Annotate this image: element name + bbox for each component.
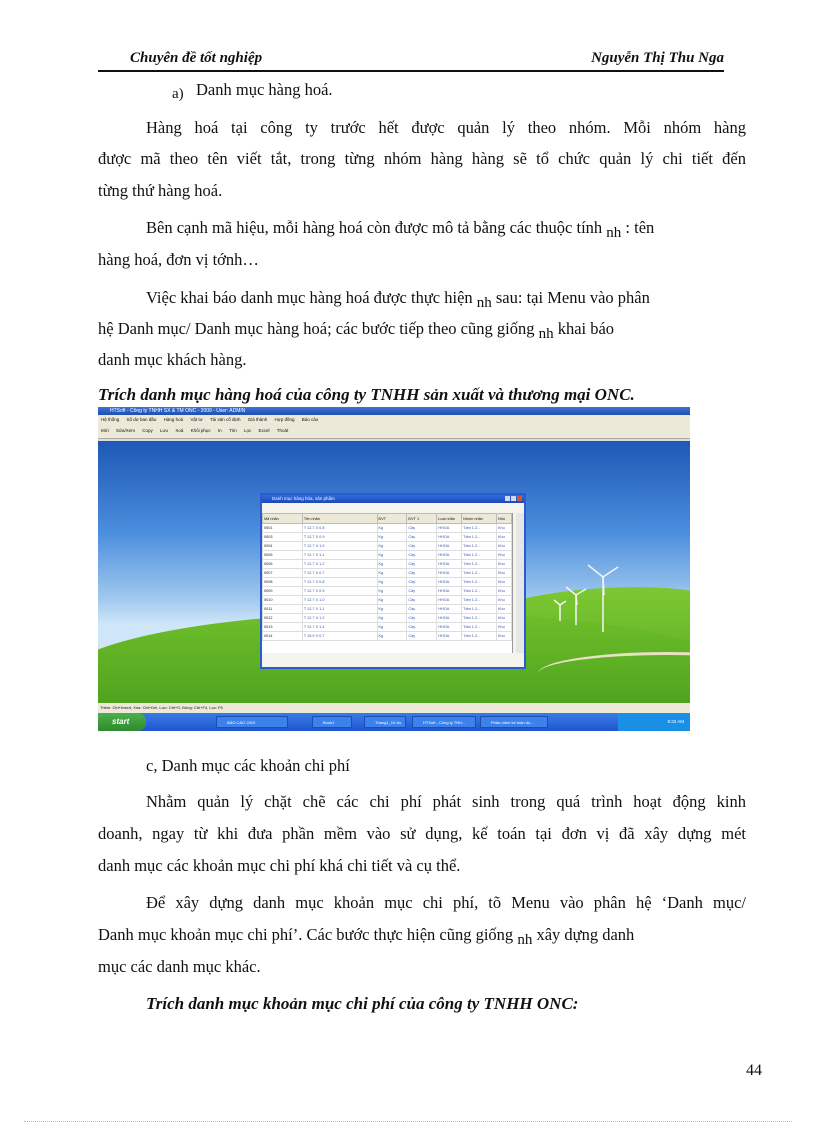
para4-line1: Nhằm quản lý chặt chẽ các chi phí phát sinh trong quá trình hoạt động kinh: [146, 792, 746, 811]
dialog-title-bar: [262, 495, 524, 503]
table-cell[interactable]: Kg: [377, 587, 407, 596]
table-cell[interactable]: Kg: [377, 632, 407, 641]
table-cell[interactable]: Tấm 1.2...: [462, 578, 497, 587]
table-cell[interactable]: Cây: [407, 614, 437, 623]
para3-text-c: hệ Danh mục/ Danh mục hàng hoá; các bước tiếp theo cũng giống: [98, 319, 535, 338]
table-cell[interactable]: Cây: [407, 632, 437, 641]
table-cell[interactable]: T 12.7 X 1.1: [302, 605, 377, 614]
section-a-title: Danh mục hàng hoá.: [196, 80, 333, 99]
table-cell[interactable]: 0014: [263, 632, 303, 641]
table-cell[interactable]: HHOA: [437, 605, 462, 614]
table-cell[interactable]: Tấm 1.2...: [462, 569, 497, 578]
table-cell[interactable]: HHOA: [437, 614, 462, 623]
table-row[interactable]: [263, 587, 512, 596]
product-list-dialog: [260, 493, 526, 669]
table-cell[interactable]: 0010: [263, 596, 303, 605]
para1-line1: Hàng hoá tại công ty trước hết được quản lý theo nhóm. Mỗi nhóm hàng: [146, 118, 746, 137]
para3-line2: [98, 319, 614, 340]
menu-item[interactable]: Vật tư: [190, 417, 203, 422]
para5-text-b: xây dựng danh: [536, 925, 635, 944]
table-cell[interactable]: HHOA: [437, 560, 462, 569]
table-cell[interactable]: Kg: [377, 623, 407, 632]
para5-text-a: Danh mục khoản mục chi phí’. Các bước thực hiện cũng giống: [98, 925, 514, 944]
menu-item[interactable]: Hợp đồng: [274, 417, 295, 422]
windows-taskbar: [98, 713, 690, 731]
para3-nh: nh: [476, 295, 492, 311]
table-cell[interactable]: T 15.9 X 0.7: [302, 632, 377, 641]
table-cell[interactable]: Khu: [497, 587, 512, 596]
grid-header-row: [263, 514, 512, 524]
header-right: Nguyễn Thị Thu Nga: [591, 50, 724, 66]
table-row[interactable]: [263, 623, 512, 632]
figure-caption-1: Trích danh mục hàng hoá của công ty TNHH sản xuất và thương mại ONC.: [98, 385, 635, 404]
table-cell[interactable]: Kg: [377, 614, 407, 623]
menu-item[interactable]: Tài sản cố định: [209, 417, 241, 422]
column-header[interactable]: Nhó: [497, 514, 512, 524]
table-cell[interactable]: 0012: [263, 614, 303, 623]
table-cell[interactable]: 0013: [263, 623, 303, 632]
para2-line2: hàng hoá, đơn vị tớnh…: [98, 250, 259, 269]
table-cell[interactable]: 0011: [263, 605, 303, 614]
table-cell[interactable]: Tấm 1.2...: [462, 596, 497, 605]
table-cell[interactable]: Tấm 1.2...: [462, 605, 497, 614]
table-cell[interactable]: T 12.7 X 0.9: [302, 533, 377, 542]
table-row[interactable]: [263, 605, 512, 614]
wind-turbines-icon: [548, 547, 628, 637]
table-cell[interactable]: Kg: [377, 578, 407, 587]
table-cell[interactable]: 0004: [263, 542, 303, 551]
table-cell[interactable]: T 12.7 X 0.8: [302, 524, 377, 533]
para3-text-a: Việc khai báo danh mục hàng hoá được thực hiện: [146, 288, 473, 307]
table-cell[interactable]: Kg: [377, 569, 407, 578]
column-header[interactable]: Mã nhãn: [263, 514, 303, 524]
table-cell[interactable]: HHOA: [437, 533, 462, 542]
product-grid: [262, 513, 513, 653]
start-button[interactable]: start: [98, 713, 146, 731]
table-cell[interactable]: HHOA: [437, 578, 462, 587]
para3-nh-2: nh: [538, 326, 554, 342]
column-header[interactable]: ĐVT 1: [407, 514, 437, 524]
table-cell[interactable]: Cây: [407, 542, 437, 551]
table-cell[interactable]: T 12.7 X 0.8: [302, 578, 377, 587]
table-row[interactable]: [263, 632, 512, 641]
section-c-title: c, Danh mục các khoản chi phí: [146, 756, 350, 775]
table-cell[interactable]: T 12.7 X 0.7: [302, 569, 377, 578]
toolbar-button[interactable]: Khôi phục: [190, 428, 211, 433]
taskbar-item[interactable]: Thang1_10.xls: [364, 716, 406, 728]
para2-text-a: Bên cạnh mã hiệu, mỗi hàng hoá còn được mô tả bằng các thuộc tính: [146, 218, 603, 237]
table-cell[interactable]: Khu: [497, 578, 512, 587]
page-header: [98, 48, 724, 72]
table-cell[interactable]: HHOA: [437, 551, 462, 560]
page-bottom-divider: [24, 1121, 792, 1122]
table-row[interactable]: [263, 596, 512, 605]
table-cell[interactable]: Kg: [377, 605, 407, 614]
toolbar-button[interactable]: Lưu: [160, 428, 169, 433]
table-cell[interactable]: Khu: [497, 569, 512, 578]
taskbar-item[interactable]: Phần mềm kế toán do...: [480, 716, 548, 728]
column-header[interactable]: ĐVT: [377, 514, 407, 524]
table-cell[interactable]: HHOA: [437, 569, 462, 578]
table-cell[interactable]: T 12.7 X 1.0: [302, 596, 377, 605]
para3-line1: [146, 288, 650, 309]
table-cell[interactable]: 0003: [263, 533, 303, 542]
table-cell[interactable]: Cây: [407, 623, 437, 632]
table-cell[interactable]: Khu: [497, 614, 512, 623]
table-row[interactable]: [263, 569, 512, 578]
table-cell[interactable]: HHOA: [437, 524, 462, 533]
table-cell[interactable]: 0009: [263, 587, 303, 596]
column-header[interactable]: Tên nhãn: [302, 514, 377, 524]
table-cell[interactable]: 0005: [263, 551, 303, 560]
toolbar-button[interactable]: Copy: [142, 428, 153, 433]
table-cell[interactable]: Cây: [407, 569, 437, 578]
toolbar-button[interactable]: Excel: [258, 428, 270, 433]
table-cell[interactable]: Tấm 1.2...: [462, 551, 497, 560]
para2-text-b: : tên: [625, 218, 655, 237]
header-left: Chuyên đề tốt nghiệp: [130, 50, 263, 66]
para1-line3: từng thứ hàng hoá.: [98, 181, 223, 200]
table-cell[interactable]: Khu: [497, 524, 512, 533]
para5-line3: mục các danh mục khác.: [98, 957, 261, 976]
table-cell[interactable]: 0001: [263, 524, 303, 533]
table-cell[interactable]: Cây: [407, 587, 437, 596]
table-cell[interactable]: Tấm 1.2...: [462, 623, 497, 632]
table-cell[interactable]: Khu: [497, 551, 512, 560]
para3-text-b: sau: tại Menu vào phân: [495, 288, 650, 307]
table-cell[interactable]: Tấm 1.2...: [462, 533, 497, 542]
table-cell[interactable]: Cây: [407, 524, 437, 533]
table-row[interactable]: [263, 524, 512, 533]
table-cell[interactable]: Kg: [377, 551, 407, 560]
para3-line3: danh mục khách hàng.: [98, 350, 247, 369]
table-cell[interactable]: HHOA: [437, 623, 462, 632]
table-row[interactable]: [263, 560, 512, 569]
table-cell[interactable]: Khu: [497, 533, 512, 542]
table-row[interactable]: [263, 614, 512, 623]
table-cell[interactable]: Cây: [407, 578, 437, 587]
para4-line2: doanh, ngay từ khi đưa phần mềm vào sử dụng, kế toán tại đơn vị đã xây dựng mét: [98, 824, 746, 843]
table-cell[interactable]: Cây: [407, 560, 437, 569]
column-header[interactable]: Loại nhãn: [437, 514, 462, 524]
app-status-bar: Thêm: Ctrl+Insert, Xóa: Ctrl+Del, Lưu: Ctrl+S, Đóng: Ctrl+F4, Lọc: F6: [98, 703, 690, 713]
system-tray-clock: 8:33 AM: [618, 713, 690, 731]
table-cell[interactable]: HHOA: [437, 596, 462, 605]
table-row[interactable]: [263, 551, 512, 560]
table-cell[interactable]: T 12.7 X 1.0: [302, 542, 377, 551]
section-a-marker: a): [172, 86, 184, 102]
toolbar-button[interactable]: Tìm: [228, 428, 237, 433]
table-cell[interactable]: Tấm 1.2...: [462, 524, 497, 533]
table-cell[interactable]: Tấm 1.2...: [462, 632, 497, 641]
table-cell[interactable]: T 12.7 X 1.2: [302, 560, 377, 569]
table-cell[interactable]: Khu: [497, 560, 512, 569]
menu-item[interactable]: Giá thành: [247, 417, 268, 422]
para5-line1: Để xây dựng danh mục khoản mục chi phí, tõ Menu vào phân hệ ‘Danh mục/: [146, 893, 746, 912]
table-cell[interactable]: T 12.7 X 1.2: [302, 614, 377, 623]
toolbar-button[interactable]: Thoát: [276, 428, 289, 433]
figure-caption-2: Trích danh mục khoản mục chi phí của công ty TNHH ONC:: [146, 994, 579, 1013]
toolbar-button[interactable]: Sửa/Xem: [115, 428, 135, 433]
close-icon[interactable]: [517, 496, 522, 501]
table-cell[interactable]: T 12.7 X 1.4: [302, 623, 377, 632]
table-cell[interactable]: Tấm 1.2...: [462, 614, 497, 623]
table-cell[interactable]: Khu: [497, 623, 512, 632]
para1-line2: được mã theo tên viết tắt, trong từng nhóm hàng hàng sẽ tổ chức quản lý chi tiết đến: [98, 149, 746, 168]
table-cell[interactable]: Kg: [377, 596, 407, 605]
table-cell[interactable]: Kg: [377, 524, 407, 533]
table-cell[interactable]: Kg: [377, 542, 407, 551]
para5-line2: [98, 925, 634, 946]
app-title-bar: HTSoft - Công ty TNHH SX & TM ONC - 2009 - User: ADMIN: [98, 407, 690, 415]
para3-text-d: khai báo: [557, 319, 615, 338]
taskbar-item[interactable]: BÁO CÁO 2010: [216, 716, 288, 728]
para2-nh: nh: [606, 225, 622, 241]
table-cell[interactable]: Cây: [407, 605, 437, 614]
table-cell[interactable]: Kg: [377, 560, 407, 569]
table-cell[interactable]: Tấm 1.2...: [462, 542, 497, 551]
maximize-icon[interactable]: [511, 496, 516, 501]
software-screenshot: [98, 407, 690, 731]
table-cell[interactable]: Tấm 1.2...: [462, 587, 497, 596]
table-cell[interactable]: Khu: [497, 605, 512, 614]
menu-item[interactable]: Số dư ban đầu: [126, 417, 157, 422]
table-cell[interactable]: HHOA: [437, 632, 462, 641]
table-row[interactable]: [263, 533, 512, 542]
para5-nh: nh: [517, 932, 533, 948]
menu-item[interactable]: Hệ thống: [101, 417, 120, 422]
table-cell[interactable]: Khu: [497, 542, 512, 551]
taskbar-item[interactable]: HTSoft - Công ty TNH...: [412, 716, 476, 728]
app-menu-bar: [98, 415, 690, 424]
minimize-icon[interactable]: [505, 496, 510, 501]
table-cell[interactable]: Cây: [407, 551, 437, 560]
toolbar-button[interactable]: Xoá: [175, 428, 184, 433]
page-number: 44: [746, 1062, 762, 1079]
taskbar-item[interactable]: Book1: [312, 716, 352, 728]
table-cell[interactable]: HHOA: [437, 587, 462, 596]
toolbar-button[interactable]: Mới: [101, 428, 109, 433]
table-cell[interactable]: 0007: [263, 569, 303, 578]
table-cell[interactable]: 0008: [263, 578, 303, 587]
table-cell[interactable]: T 12.7 X 1.1: [302, 551, 377, 560]
menu-item[interactable]: Hàng hoá: [163, 417, 184, 422]
para2-line1: [146, 218, 654, 239]
para4-line3: danh mục các khoản mục chi phí khá chi tiết và cụ thể.: [98, 856, 461, 875]
grid-scrollbar[interactable]: [516, 513, 524, 653]
table-cell[interactable]: Kg: [377, 533, 407, 542]
table-cell[interactable]: Khu: [497, 632, 512, 641]
menu-item[interactable]: Báo cáo: [301, 417, 319, 422]
table-cell[interactable]: Cây: [407, 596, 437, 605]
table-row[interactable]: [263, 578, 512, 587]
dialog-title: Danh mục hàng hóa, sản phẩm: [272, 496, 335, 501]
table-cell[interactable]: Tấm 1.2...: [462, 560, 497, 569]
table-row[interactable]: [263, 542, 512, 551]
table-cell[interactable]: 0006: [263, 560, 303, 569]
app-toolbar: [98, 424, 690, 439]
table-cell[interactable]: Khu: [497, 596, 512, 605]
table-cell[interactable]: T 12.7 X 0.9: [302, 587, 377, 596]
toolbar-button[interactable]: Lọc: [243, 428, 252, 433]
column-header[interactable]: Nhóm nhãn: [462, 514, 497, 524]
table-cell[interactable]: HHOA: [437, 542, 462, 551]
toolbar-button[interactable]: In: [217, 428, 222, 433]
table-cell[interactable]: Cây: [407, 533, 437, 542]
